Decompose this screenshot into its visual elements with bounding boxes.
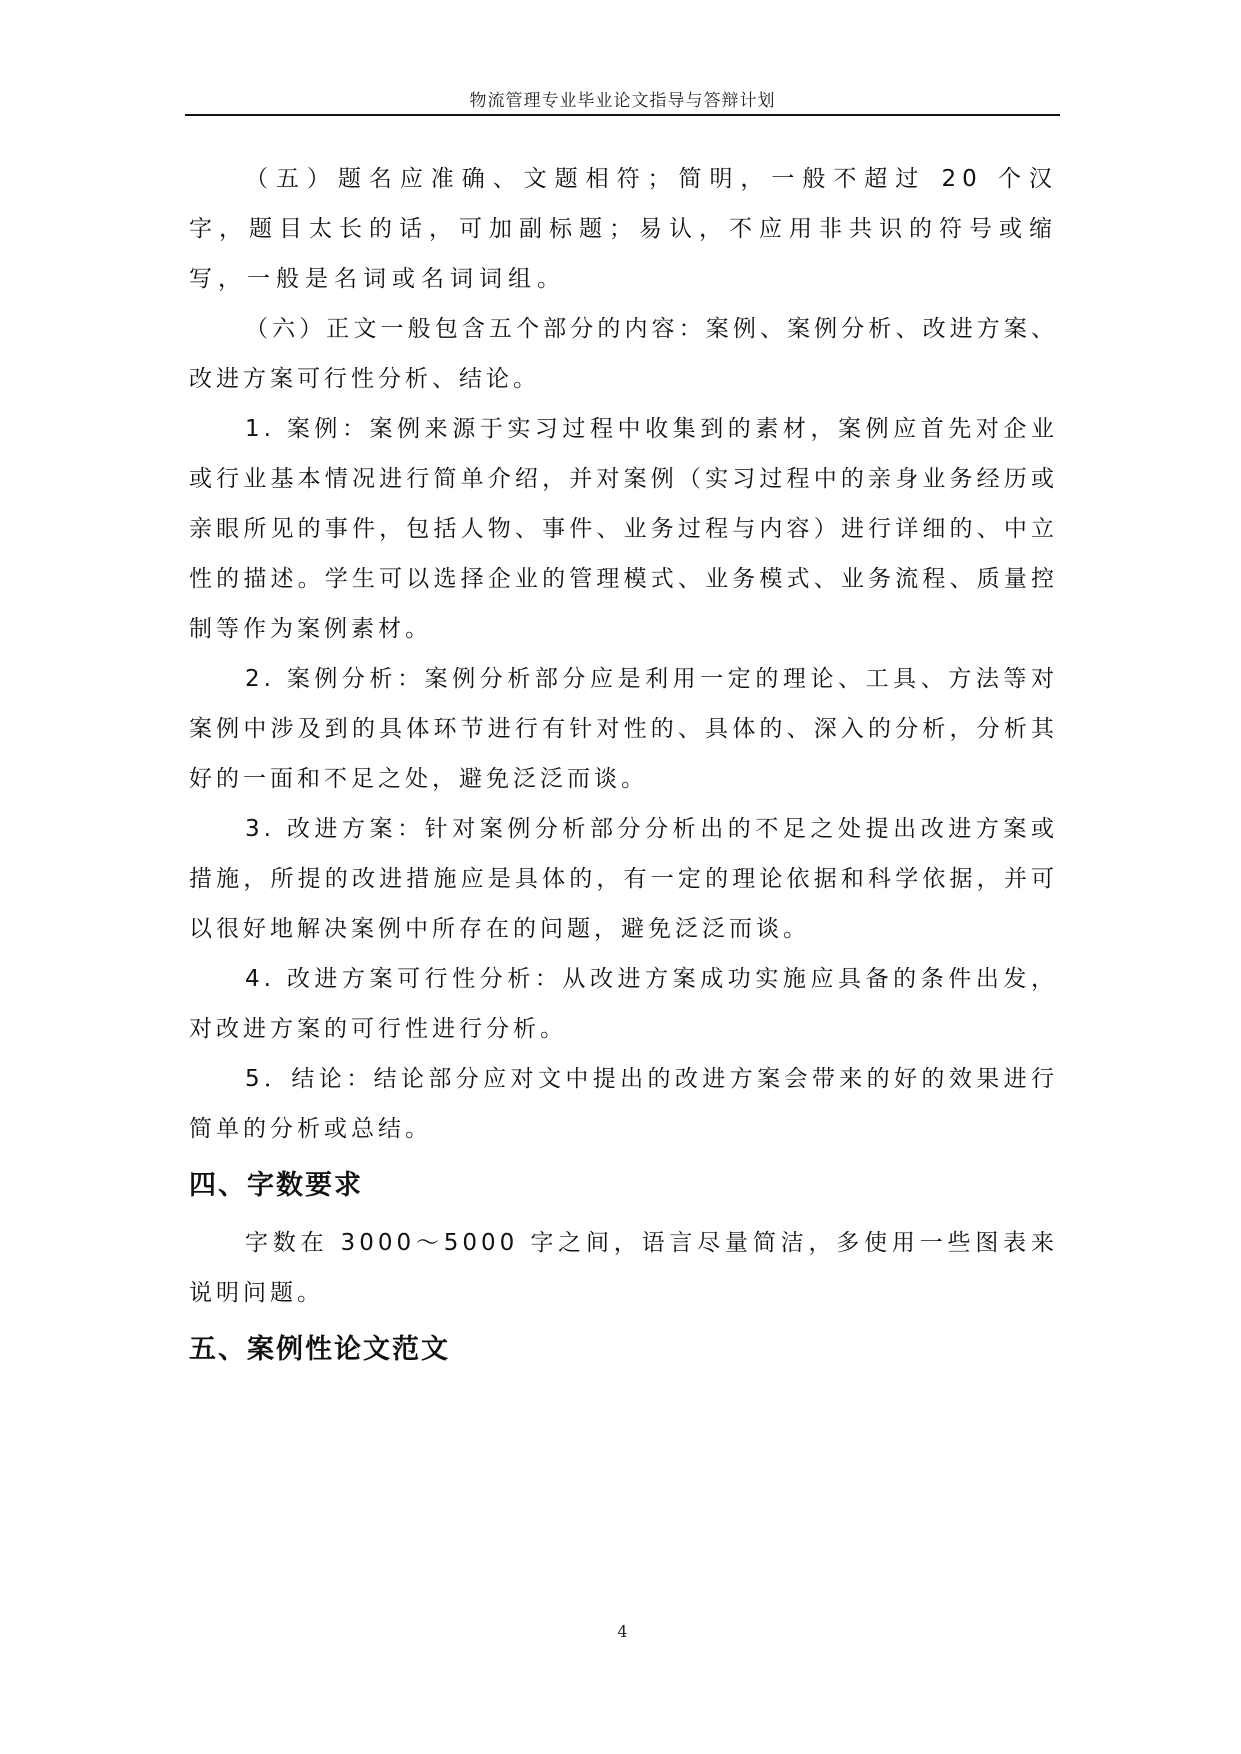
- page-number: 4: [617, 1622, 628, 1641]
- paragraph-case: 1. 案例：案例来源于实习过程中收集到的素材，案例应首先对企业或行业基本情况进行简单介绍，并对案例（实习过程中的亲身业务经历或亲眼所见的事件，包括人物、事件、业务过程与内容）进行详细的、中立性的描述。学生可以选择企业的管理模式、业务模式、业务流程、质量控制等作为案例素材。: [189, 416, 1058, 642]
- section-heading-sample-paper: 五、案例性论文范文: [189, 1334, 450, 1365]
- paragraph-body-structure: （六）正文一般包含五个部分的内容：案例、案例分析、改进方案、改进方案可行性分析、结论。: [189, 316, 1058, 392]
- paragraph-title-requirements: （五）题名应准确、文题相符；简明，一般不超过 20 个汉字，题目太长的话，可加副标题；易认，不应用非共识的符号或缩写，一般是名词或名词词组。: [189, 166, 1058, 292]
- paragraph-word-count: 字数在 3000～5000 字之间，语言尽量简洁，多使用一些图表来说明问题。: [189, 1230, 1058, 1306]
- running-header-title: 物流管理专业毕业论文指导与答辩计划: [469, 91, 776, 111]
- section-heading-word-count: 四、字数要求: [189, 1170, 363, 1201]
- paragraph-feasibility: 4. 改进方案可行性分析：从改进方案成功实施应具备的条件出发，对改进方案的可行性进行分析。: [189, 966, 1058, 1042]
- header-divider: [185, 114, 1060, 116]
- page-body: [189, 154, 1058, 1382]
- paragraph-conclusion: 5．结论：结论部分应对文中提出的改进方案会带来的好的效果进行简单的分析或总结。: [189, 1066, 1058, 1142]
- paragraph-improvement-plan: 3. 改进方案：针对案例分析部分分析出的不足之处提出改进方案或措施，所提的改进措施应是具体的，有一定的理论依据和科学依据，并可以很好地解决案例中所存在的问题，避免泛泛而谈。: [189, 816, 1058, 942]
- paragraph-case-analysis: 2. 案例分析：案例分析部分应是利用一定的理论、工具、方法等对案例中涉及到的具体环节进行有针对性的、具体的、深入的分析，分析其好的一面和不足之处，避免泛泛而谈。: [189, 666, 1058, 792]
